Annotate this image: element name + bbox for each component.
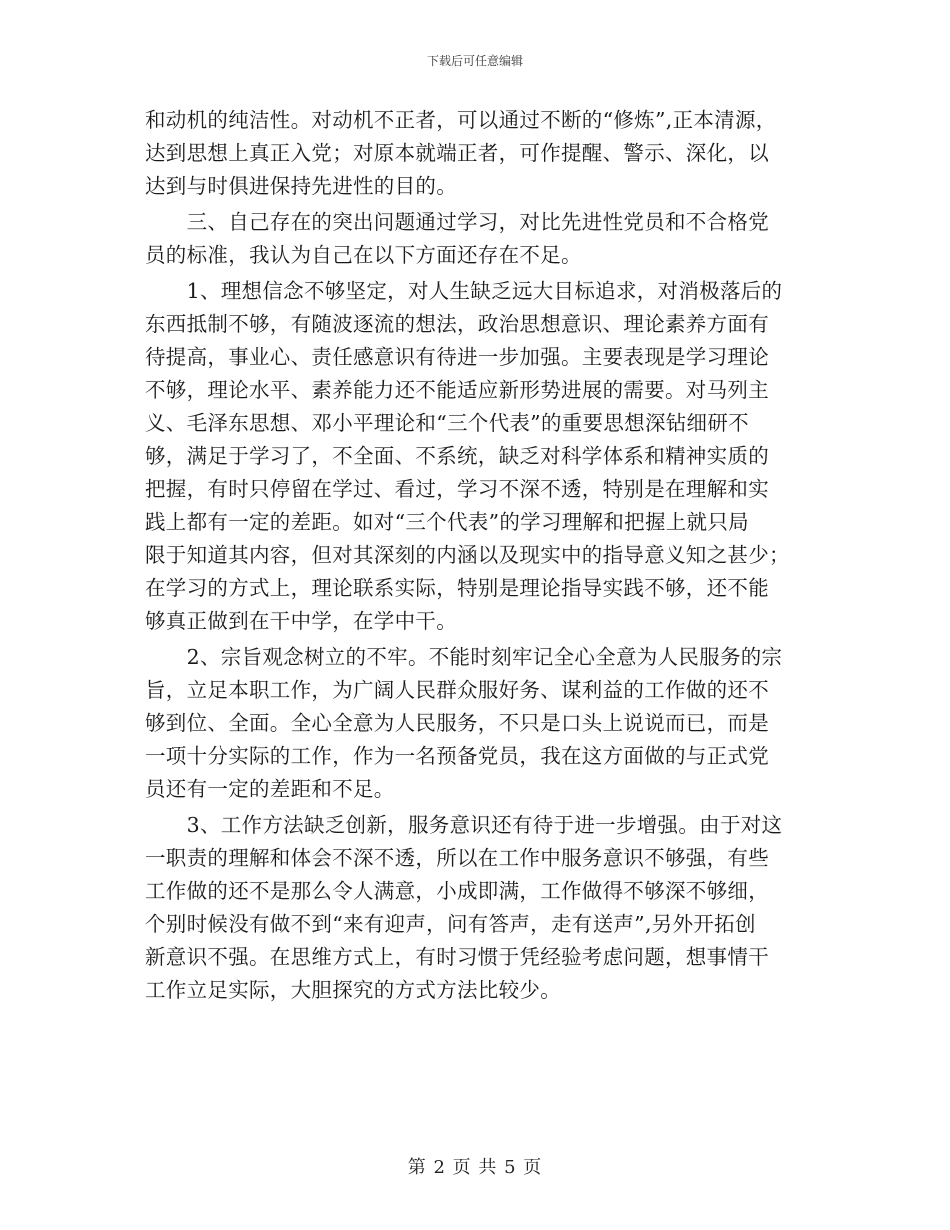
text-line: 东西抵制不够，有随波逐流的想法，政治思想意识、理论素养方面有: [145, 312, 769, 336]
text-line: 够，满足于学习了，不全面、不系统，缺乏对科学体系和精神实质的: [145, 444, 769, 468]
text-line: 三、自己存在的突出问题通过学习，对比先进性党员和不合格党: [145, 210, 769, 234]
text-line: 1、理想信念不够坚定，对人生缺乏远大目标追求，对消极落后的: [145, 279, 783, 303]
text-line: 工作立足实际，大胆探究的方式方法比较少。: [145, 978, 561, 1002]
paragraph: [145, 641, 810, 806]
text-line: 工作做的还不是那么令人满意，小成即满，工作做得不够深不够细，: [145, 879, 769, 903]
text-line: 新意识不强。在思维方式上，有时习惯于凭经验考虑问题，想事情干: [145, 945, 769, 969]
text-line: 践上都有一定的差距。如对“三个代表”的学习理解和把握上就只局: [145, 510, 749, 534]
text-line: 限于知道其内容，但对其深刻的内涵以及现实中的指导意义知之甚少；: [145, 543, 790, 567]
text-line: 旨，立足本职工作，为广阔人民群众服好务、谋利益的工作做的还不: [145, 678, 769, 702]
text-line: 和动机的纯洁性。对动机不正者，可以通过不断的“修炼”,正本清源，: [145, 108, 777, 132]
text-line: 够真正做到在干中学，在学中干。: [145, 609, 457, 633]
text-line: 不够，理论水平、素养能力还不能适应新形势进展的需要。对马列主: [145, 378, 769, 402]
text-line: 够到位、全面。全心全意为人民服务，不只是口头上说说而已，而是: [145, 711, 769, 735]
text-line: 3、工作方法缺乏创新，服务意识还有待于进一步增强。由于对这: [145, 813, 783, 837]
text-line: 个别时候没有做不到“来有迎声，问有答声，走有送声”,另外开拓创: [145, 912, 756, 936]
text-line: 一项十分实际的工作，作为一名预备党员，我在这方面做的与正式党: [145, 744, 769, 768]
paragraph: [145, 104, 810, 203]
text-line: 义、毛泽东思想、邓小平理论和“三个代表”的重要思想深钻细研不: [145, 411, 749, 435]
text-line: 达到思想上真正入党；对原本就端正者，可作提醒、警示、深化，以: [145, 141, 769, 165]
text-line: 员的标准，我认为自己在以下方面还存在不足。: [145, 243, 582, 267]
paragraph: [145, 275, 810, 638]
page-number-footer: 第 2 页 共 5 页: [407, 1157, 543, 1178]
text-line: 2、宗旨观念树立的不牢。不能时刻牢记全心全意为人民服务的宗: [145, 645, 783, 669]
page-header-note: 下载后可任意编辑: [426, 54, 523, 68]
text-line: 达到与时俱进保持先进性的目的。: [145, 174, 457, 198]
text-line: 一职责的理解和体会不深不透，所以在工作中服务意识不够强，有些: [145, 846, 769, 870]
document-body: [145, 104, 810, 1007]
text-line: 把握，有时只停留在学过、看过，学习不深不透，特别是在理解和实: [145, 477, 769, 501]
paragraph: [145, 809, 810, 1007]
text-line: 待提高，事业心、责任感意识有待进一步加强。主要表现是学习理论: [145, 345, 769, 369]
paragraph: [145, 206, 810, 272]
text-line: 在学习的方式上，理论联系实际，特别是理论指导实践不够，还不能: [145, 576, 769, 600]
text-line: 员还有一定的差距和不足。: [145, 777, 395, 801]
